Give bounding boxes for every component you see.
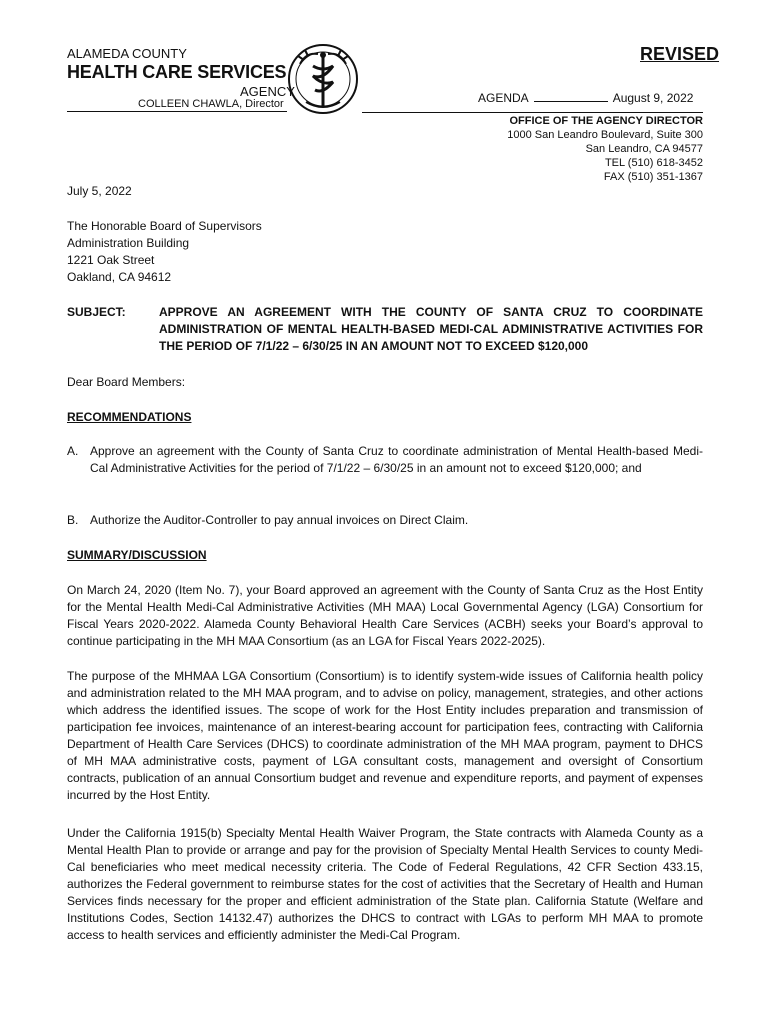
body-paragraph: On March 24, 2020 (Item No. 7), your Board approved an agreement with the County of Santa Cruz as the Host Entity for the Mental Health Medi-Cal Administrative Activities (MH MAA) Local Governmental Agency (LGA) Consortium for Fiscal Years 2020-2022. Alameda County Behavioral Health Care Services (ACBH) seeks your Board’s approval to continue participating in the MH MAA Consortium (as an LGA for Fiscal Years 2022-2025). (67, 583, 703, 648)
county-name: ALAMEDA COUNTY (67, 46, 187, 61)
recommendation-item (67, 512, 703, 529)
agenda-date: August 9, 2022 (612, 91, 694, 105)
salutation: Dear Board Members: (67, 375, 186, 389)
recommendations-heading: RECOMMENDATIONS (67, 410, 192, 424)
agenda-blank (534, 91, 608, 102)
body-paragraph: Under the California 1915(b) Specialty Mental Health Waiver Program, the State contracts with Alameda County as a Mental Health Plan to provide or arrange and pay for the provision of Specialty Mental Health Services to county Medi-Cal beneficiaries who meet medical necessity criteria. The Code of Federal Regulations, 42 CFR Section 433.15, authorizes the Federal government to reimburse states for the cost of activities that the Secretary of Health and Human Services finds necessary for the proper and efficient administration of the State plan. California Statute (Welfare and Institutions Codes, Section 14132.47) authorizes the DHCS to contract with LGAs to perform MH MAA to promote access to health services and efficiently administer the Medi-Cal Program. (67, 826, 703, 942)
county-seal-icon (286, 42, 360, 116)
agenda-line (478, 91, 693, 105)
letterhead-rule-right (362, 112, 703, 113)
recipient-address (67, 218, 262, 286)
office-block (507, 114, 703, 184)
letter-date: July 5, 2022 (67, 184, 132, 198)
director-name: COLLEEN CHAWLA, Director (138, 98, 284, 110)
subject-label: SUBJECT: (67, 305, 126, 319)
recommendation-label: B. (67, 513, 79, 527)
summary-heading: SUMMARY/DISCUSSION (67, 548, 207, 562)
office-line: TEL (510) 618-3452 (604, 157, 703, 169)
office-line: FAX (510) 351-1367 (603, 171, 703, 183)
recommendation-text: Authorize the Auditor-Controller to pay annual invoices on Direct Claim. (90, 513, 469, 527)
subject-text: APPROVE AN AGREEMENT WITH THE COUNTY OF SANTA CRUZ TO COORDINATE ADMINISTRATION OF MENTAL HEALTH-BASED MEDI-CAL ADMINISTRATIVE ACTIVITIES FOR THE PERIOD OF 7/1/22 – 6/30/25 IN AN AMOUNT NOT TO EXCEED $120,000 (159, 305, 703, 353)
office-line: San Leandro, CA 94577 (585, 143, 703, 155)
body-paragraph: The purpose of the MHMAA LGA Consortium (Consortium) is to identify system-wide issues of California health policy and administration related to the MH MAA program, and to advise on policy, management, strategies, and other actions which address the identified issues. The scope of work for the Host Entity includes preparation and transmission of participation fee invoices, maintenance of an interest-bearing account for participation fees, contracting with California Department of Health Care Services (DHCS) to coordinate administration of the MH MAA program, payment to DHCS of MH MAA administrative costs, payment of LGA consultant costs, management and oversight of Consortium contracts, publication of an annual Consortium budget and revenue and expenditure reports, and payment of expenses incurred by the Host Entity. (67, 669, 703, 802)
revised-stamp: REVISED (640, 44, 720, 64)
agency-suffix: AGENCY (240, 84, 295, 99)
recommendation-item (67, 443, 703, 477)
address-line: 1221 Oak Street (67, 253, 155, 267)
address-line: Oakland, CA 94612 (67, 270, 172, 284)
agency-name: HEALTH CARE SERVICES (67, 62, 287, 82)
address-line: The Honorable Board of Supervisors (67, 219, 262, 233)
address-line: Administration Building (67, 236, 190, 250)
agenda-label: AGENDA (478, 91, 529, 105)
letterhead-rule-left (67, 111, 287, 112)
office-title: OFFICE OF THE AGENCY DIRECTOR (509, 115, 703, 127)
recommendation-label: A. (67, 444, 79, 458)
office-line: 1000 San Leandro Boulevard, Suite 300 (507, 129, 703, 141)
recommendation-text: Approve an agreement with the County of Santa Cruz to coordinate administration of Mental Health-based Medi-Cal Administrative Activities for the period of 7/1/22 – 6/30/25 in an amount not to exceed $120,000; and (90, 444, 703, 475)
